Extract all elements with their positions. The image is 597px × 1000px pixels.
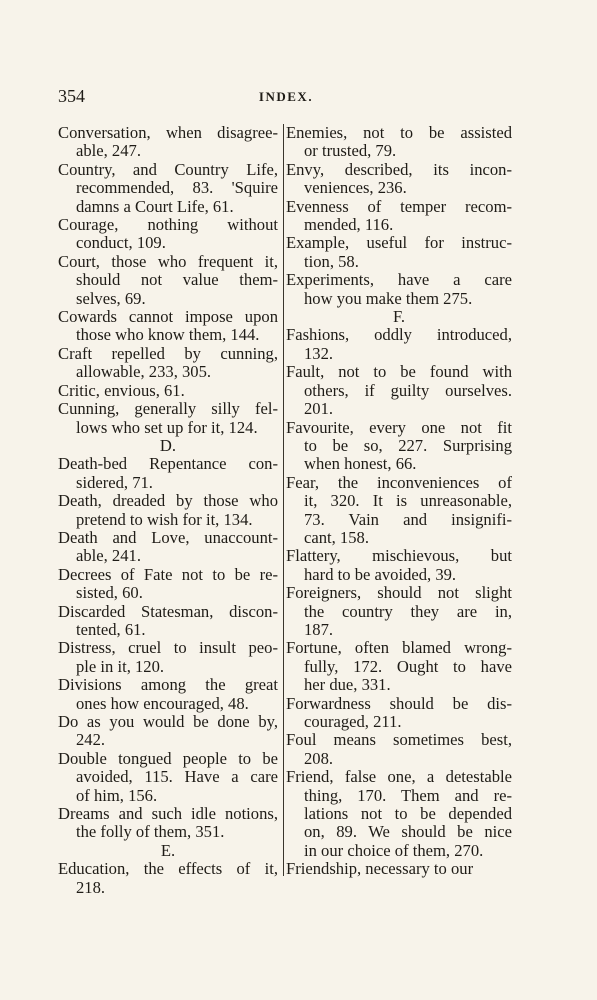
- index-entry-line: Foreigners, should not slight: [286, 584, 512, 603]
- index-entry-continuation: how you make them 275.: [304, 289, 473, 308]
- index-entry-continuation: the folly of them, 351.: [76, 823, 225, 842]
- index-entry-continuation: thing, 170. Them and re-: [304, 786, 512, 805]
- index-entry-continuation: others, if guilty ourselves.: [304, 381, 512, 400]
- index-entry-continuation: hard to be avoided, 39.: [304, 565, 457, 584]
- index-entry-line: Education, the effects of it,: [58, 860, 278, 879]
- index-entry-continuation: her due, 331.: [304, 676, 391, 695]
- index-entry-line: Conversation, when disagree-: [58, 124, 278, 142]
- index-entry-continuation: allowable, 233, 305.: [76, 363, 212, 382]
- index-entry-continuation: ones how encouraged, 48.: [76, 694, 249, 713]
- index-entry-line: Friend, false one, a detestable: [286, 768, 512, 787]
- index-entry-line: Example, useful for instruc-: [286, 234, 512, 253]
- index-entry-continuation: ple in it, 120.: [76, 657, 165, 676]
- index-entry-continuation: when honest, 66.: [304, 455, 417, 474]
- page-header: [58, 86, 514, 108]
- index-entry-line: Country, and Country Life,: [58, 160, 278, 179]
- section-letter: F.: [392, 307, 406, 327]
- index-entry-line: Do as you would be done by,: [58, 713, 278, 731]
- index-entry-line: Divisions among the great: [58, 676, 278, 695]
- index-entry-line: Forwardness should be dis-: [286, 694, 512, 713]
- index-entry-continuation: recommended, 83. 'Squire: [76, 179, 278, 198]
- index-entry-continuation: sisted, 60.: [76, 584, 143, 603]
- index-entry-continuation: veniences, 236.: [304, 179, 407, 198]
- section-letter: E.: [160, 840, 176, 860]
- index-entry-line: Dreams and such idle notions,: [58, 805, 278, 824]
- index-entry-continuation: damns a Court Life, 61.: [76, 197, 234, 216]
- index-entry-continuation: conduct, 109.: [76, 234, 166, 253]
- index-entry-line: Favourite, every one not fit: [286, 418, 512, 437]
- index-entry-continuation: 132.: [304, 344, 334, 363]
- index-entry-continuation: 208.: [304, 749, 334, 768]
- index-entry-line: Foul means sometimes best,: [286, 731, 512, 750]
- index-entry-line: Discarded Statesman, discon-: [58, 602, 278, 621]
- index-entry-line: Death, dreaded by those who: [58, 492, 278, 511]
- index-entry-continuation: or trusted, 79.: [304, 142, 397, 161]
- index-entry-continuation: 201.: [304, 400, 334, 419]
- index-entry-line: Decrees of Fate not to be re-: [58, 565, 278, 584]
- index-entry-continuation: those who know them, 144.: [76, 326, 260, 345]
- index-entry-line: Fortune, often blamed wrong-: [286, 639, 512, 658]
- index-entry-continuation: 242.: [76, 731, 106, 750]
- index-column-right: [286, 124, 512, 879]
- index-entry-continuation: 73. Vain and insignifi-: [304, 510, 512, 529]
- index-entry-continuation: lations not to be depended: [304, 805, 512, 824]
- index-entry-line: Critic, envious, 61.: [58, 381, 185, 400]
- index-entry-continuation: cant, 158.: [304, 528, 369, 547]
- index-entry-continuation: of him, 156.: [76, 786, 158, 805]
- index-entry-line: Flattery, mischievous, but: [286, 547, 512, 566]
- index-entry-line: Courage, nothing without: [58, 216, 278, 235]
- index-entry-line: Double tongued people to be: [58, 749, 278, 768]
- section-letter: D.: [159, 435, 177, 455]
- index-entry-continuation: couraged, 211.: [304, 713, 402, 731]
- index-entry-continuation: sidered, 71.: [76, 473, 153, 492]
- index-entry-continuation: should not value them-: [76, 271, 278, 290]
- index-entry-continuation: to be so, 227. Surprising: [304, 436, 512, 455]
- index-entry-continuation: pretend to wish for it, 134.: [76, 510, 253, 529]
- index-entry-line: Cunning, generally silly fel-: [58, 400, 278, 419]
- index-entry-continuation: mended, 116.: [304, 216, 394, 235]
- index-entry-line: Fashions, oddly introduced,: [286, 326, 512, 345]
- page-number: 354: [58, 86, 85, 106]
- running-head: INDEX.: [258, 89, 314, 104]
- index-entry-continuation: selves, 69.: [76, 289, 146, 308]
- index-entry-line: Death-bed Repentance con-: [58, 455, 278, 474]
- index-entry-continuation: fully, 172. Ought to have: [304, 657, 512, 676]
- index-entry-line: Court, those who frequent it,: [58, 252, 278, 271]
- index-entry-continuation: 218.: [76, 878, 106, 897]
- index-column-left: [58, 124, 278, 897]
- index-entry-line: Fault, not to be found with: [286, 363, 512, 382]
- index-entry-continuation: in our choice of them, 270.: [304, 841, 484, 860]
- index-entry-continuation: able, 247.: [76, 142, 141, 161]
- index-entry-continuation: tion, 58.: [304, 252, 359, 271]
- index-entry-line: Enemies, not to be assisted: [286, 124, 512, 142]
- index-entry-line: Friendship, necessary to our: [286, 860, 474, 879]
- index-entry-continuation: it, 320. It is unreasonable,: [304, 492, 512, 511]
- index-entry-continuation: lows who set up for it, 124.: [76, 418, 258, 437]
- index-entry-continuation: able, 241.: [76, 547, 141, 566]
- index-entry-continuation: on, 89. We should be nice: [304, 823, 512, 842]
- index-entry-line: Experiments, have a care: [286, 271, 512, 290]
- index-entry-line: Fear, the inconveniences of: [286, 473, 512, 492]
- index-entry-continuation: tented, 61.: [76, 620, 146, 639]
- index-entry-line: Death and Love, unaccount-: [58, 528, 278, 547]
- index-entry-continuation: 187.: [304, 620, 334, 639]
- column-divider: [283, 124, 284, 876]
- index-entry-line: Cowards cannot impose upon: [58, 308, 278, 327]
- index-entry-continuation: avoided, 115. Have a care: [76, 768, 278, 787]
- index-entry-line: Evenness of temper recom-: [286, 197, 512, 216]
- index-entry-line: Craft repelled by cunning,: [58, 344, 278, 363]
- index-entry-line: Distress, cruel to insult peo-: [58, 639, 278, 658]
- index-entry-continuation: the country they are in,: [304, 602, 512, 621]
- index-entry-line: Envy, described, its incon-: [286, 160, 512, 179]
